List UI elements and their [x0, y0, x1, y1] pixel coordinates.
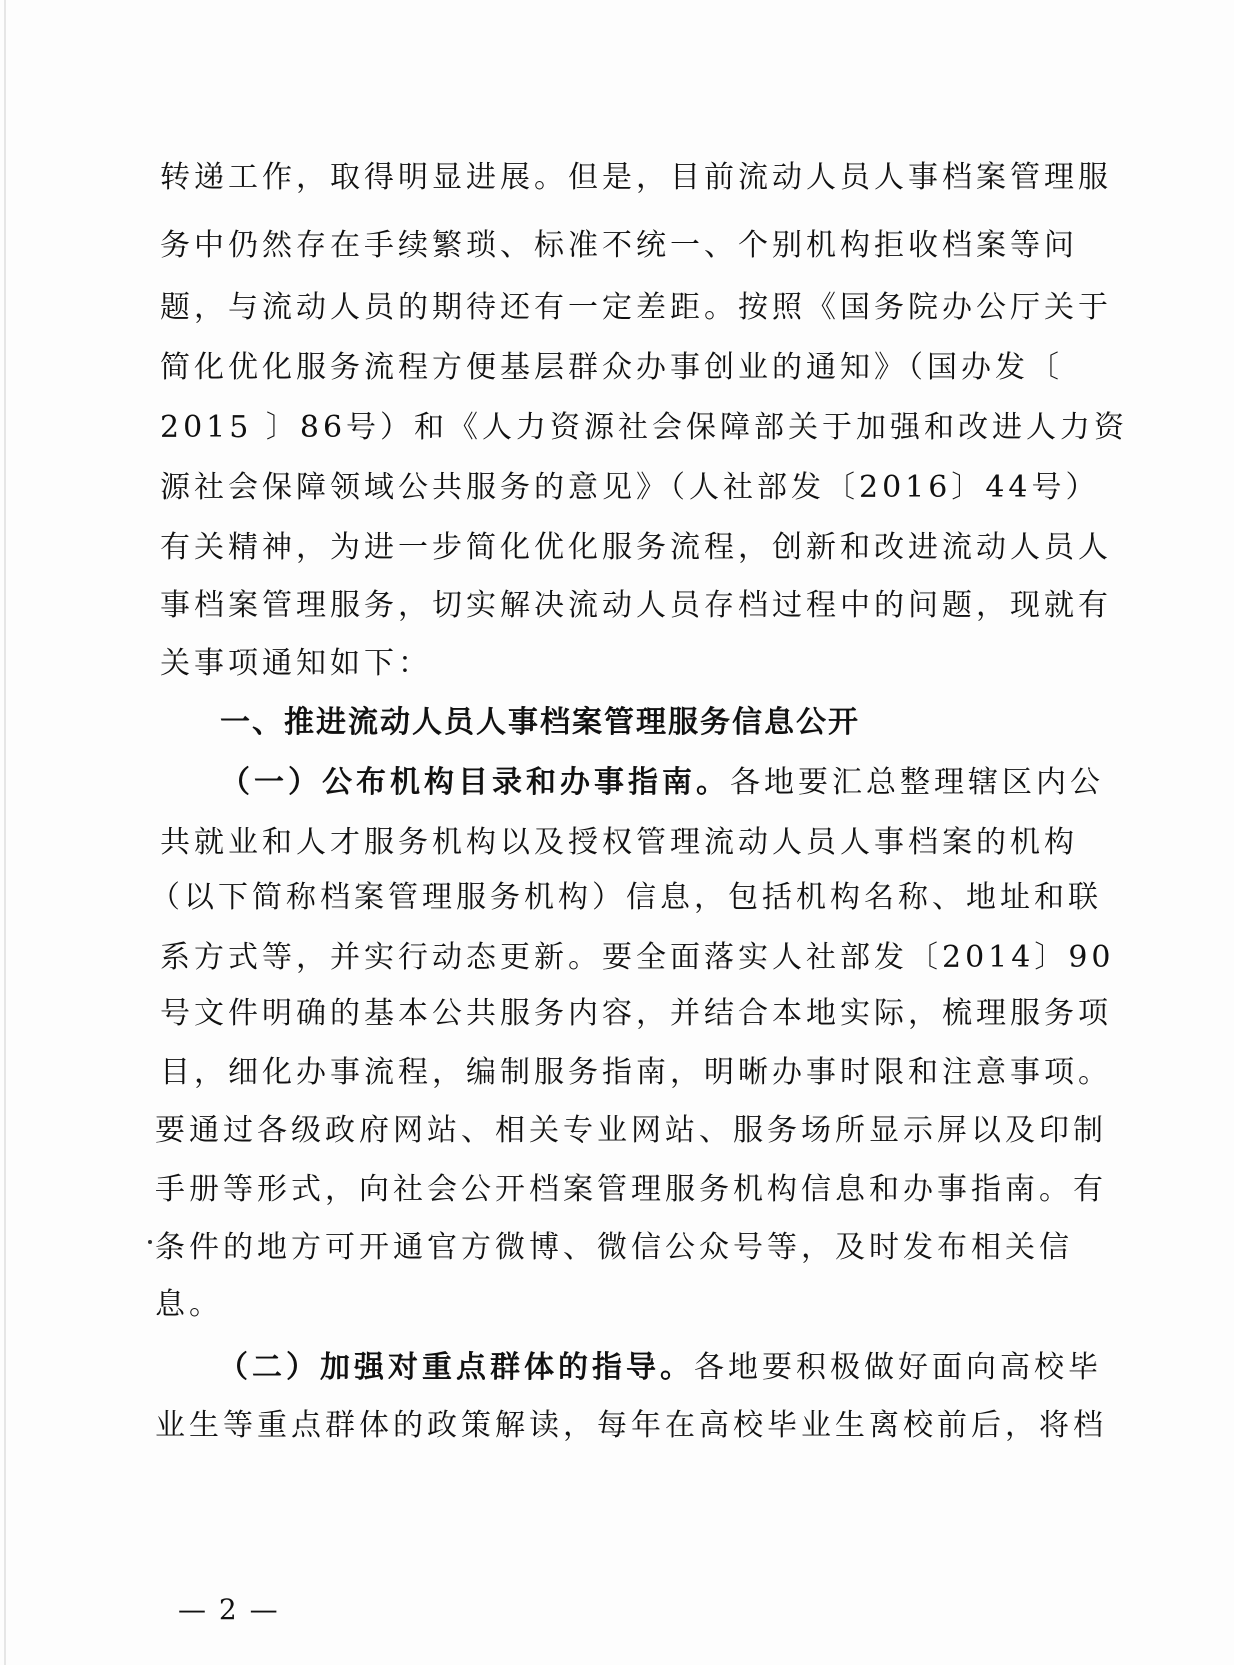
subsection-2-title: （二）加强对重点群体的指导。 [218, 1350, 694, 1385]
page-number: — 2 — [178, 1593, 280, 1626]
body-line: 手册等形式，向社会公开档案管理服务机构信息和办事指南。有 [155, 1172, 1107, 1207]
body-line: 号文件明确的基本公共服务内容，并结合本地实际，梳理服务项 [160, 996, 1112, 1031]
scan-speck [148, 1240, 152, 1244]
body-line: 系方式等，并实行动态更新。要全面落实人社部发〔2014〕90 [160, 940, 1115, 975]
body-line: 关事项通知如下： [160, 646, 432, 681]
body-line: 要通过各级政府网站、相关专业网站、服务场所显示屏以及印制 [155, 1113, 1107, 1148]
section-heading: 一、推进流动人员人事档案管理服务信息公开 [220, 705, 860, 740]
body-line: 务中仍然存在手续繁琐、标准不统一、个别机构拒收档案等问 [160, 228, 1078, 263]
body-line: 共就业和人才服务机构以及授权管理流动人员人事档案的机构 [160, 825, 1078, 860]
body-line: 目，细化办事流程，编制服务指南，明晰办事时限和注意事项。 [160, 1055, 1112, 1090]
body-line: 事档案管理服务，切实解决流动人员存档过程中的问题，现就有 [160, 588, 1112, 623]
body-line: 题，与流动人员的期待还有一定差距。按照《国务院办公厅关于 [160, 290, 1112, 325]
body-line: （以下简称档案管理服务机构）信息，包括机构名称、地址和联 [150, 880, 1102, 915]
subsection-2-first-line [0, 1350, 1234, 1386]
body-line: 2015 〕86号）和《人力资源社会保障部关于加强和改进人力资 [160, 410, 1129, 445]
subsection-1-first-line [0, 765, 1234, 801]
body-line: 有关精神，为进一步简化优化服务流程，创新和改进流动人员人 [160, 530, 1112, 565]
subsection-1-text: 各地要汇总整理辖区内公 [730, 765, 1104, 800]
body-line: 业生等重点群体的政策解读，每年在高校毕业生离校前后，将档 [155, 1408, 1107, 1443]
body-line: 转递工作，取得明显进展。但是，目前流动人员人事档案管理服 [160, 160, 1112, 195]
body-line: 源社会保障领域公共服务的意见》（人社部发〔2016〕44号） [160, 470, 1100, 505]
body-line: 息。 [155, 1287, 223, 1322]
subsection-1-title: （一）公布机构目录和办事指南。 [220, 765, 730, 800]
body-line: 简化优化服务流程方便基层群众办事创业的通知》（国办发〔 [160, 350, 1063, 385]
body-line: 条件的地方可开通官方微博、微信公众号等，及时发布相关信 [155, 1230, 1073, 1265]
subsection-2-text: 各地要积极做好面向高校毕 [694, 1350, 1102, 1385]
